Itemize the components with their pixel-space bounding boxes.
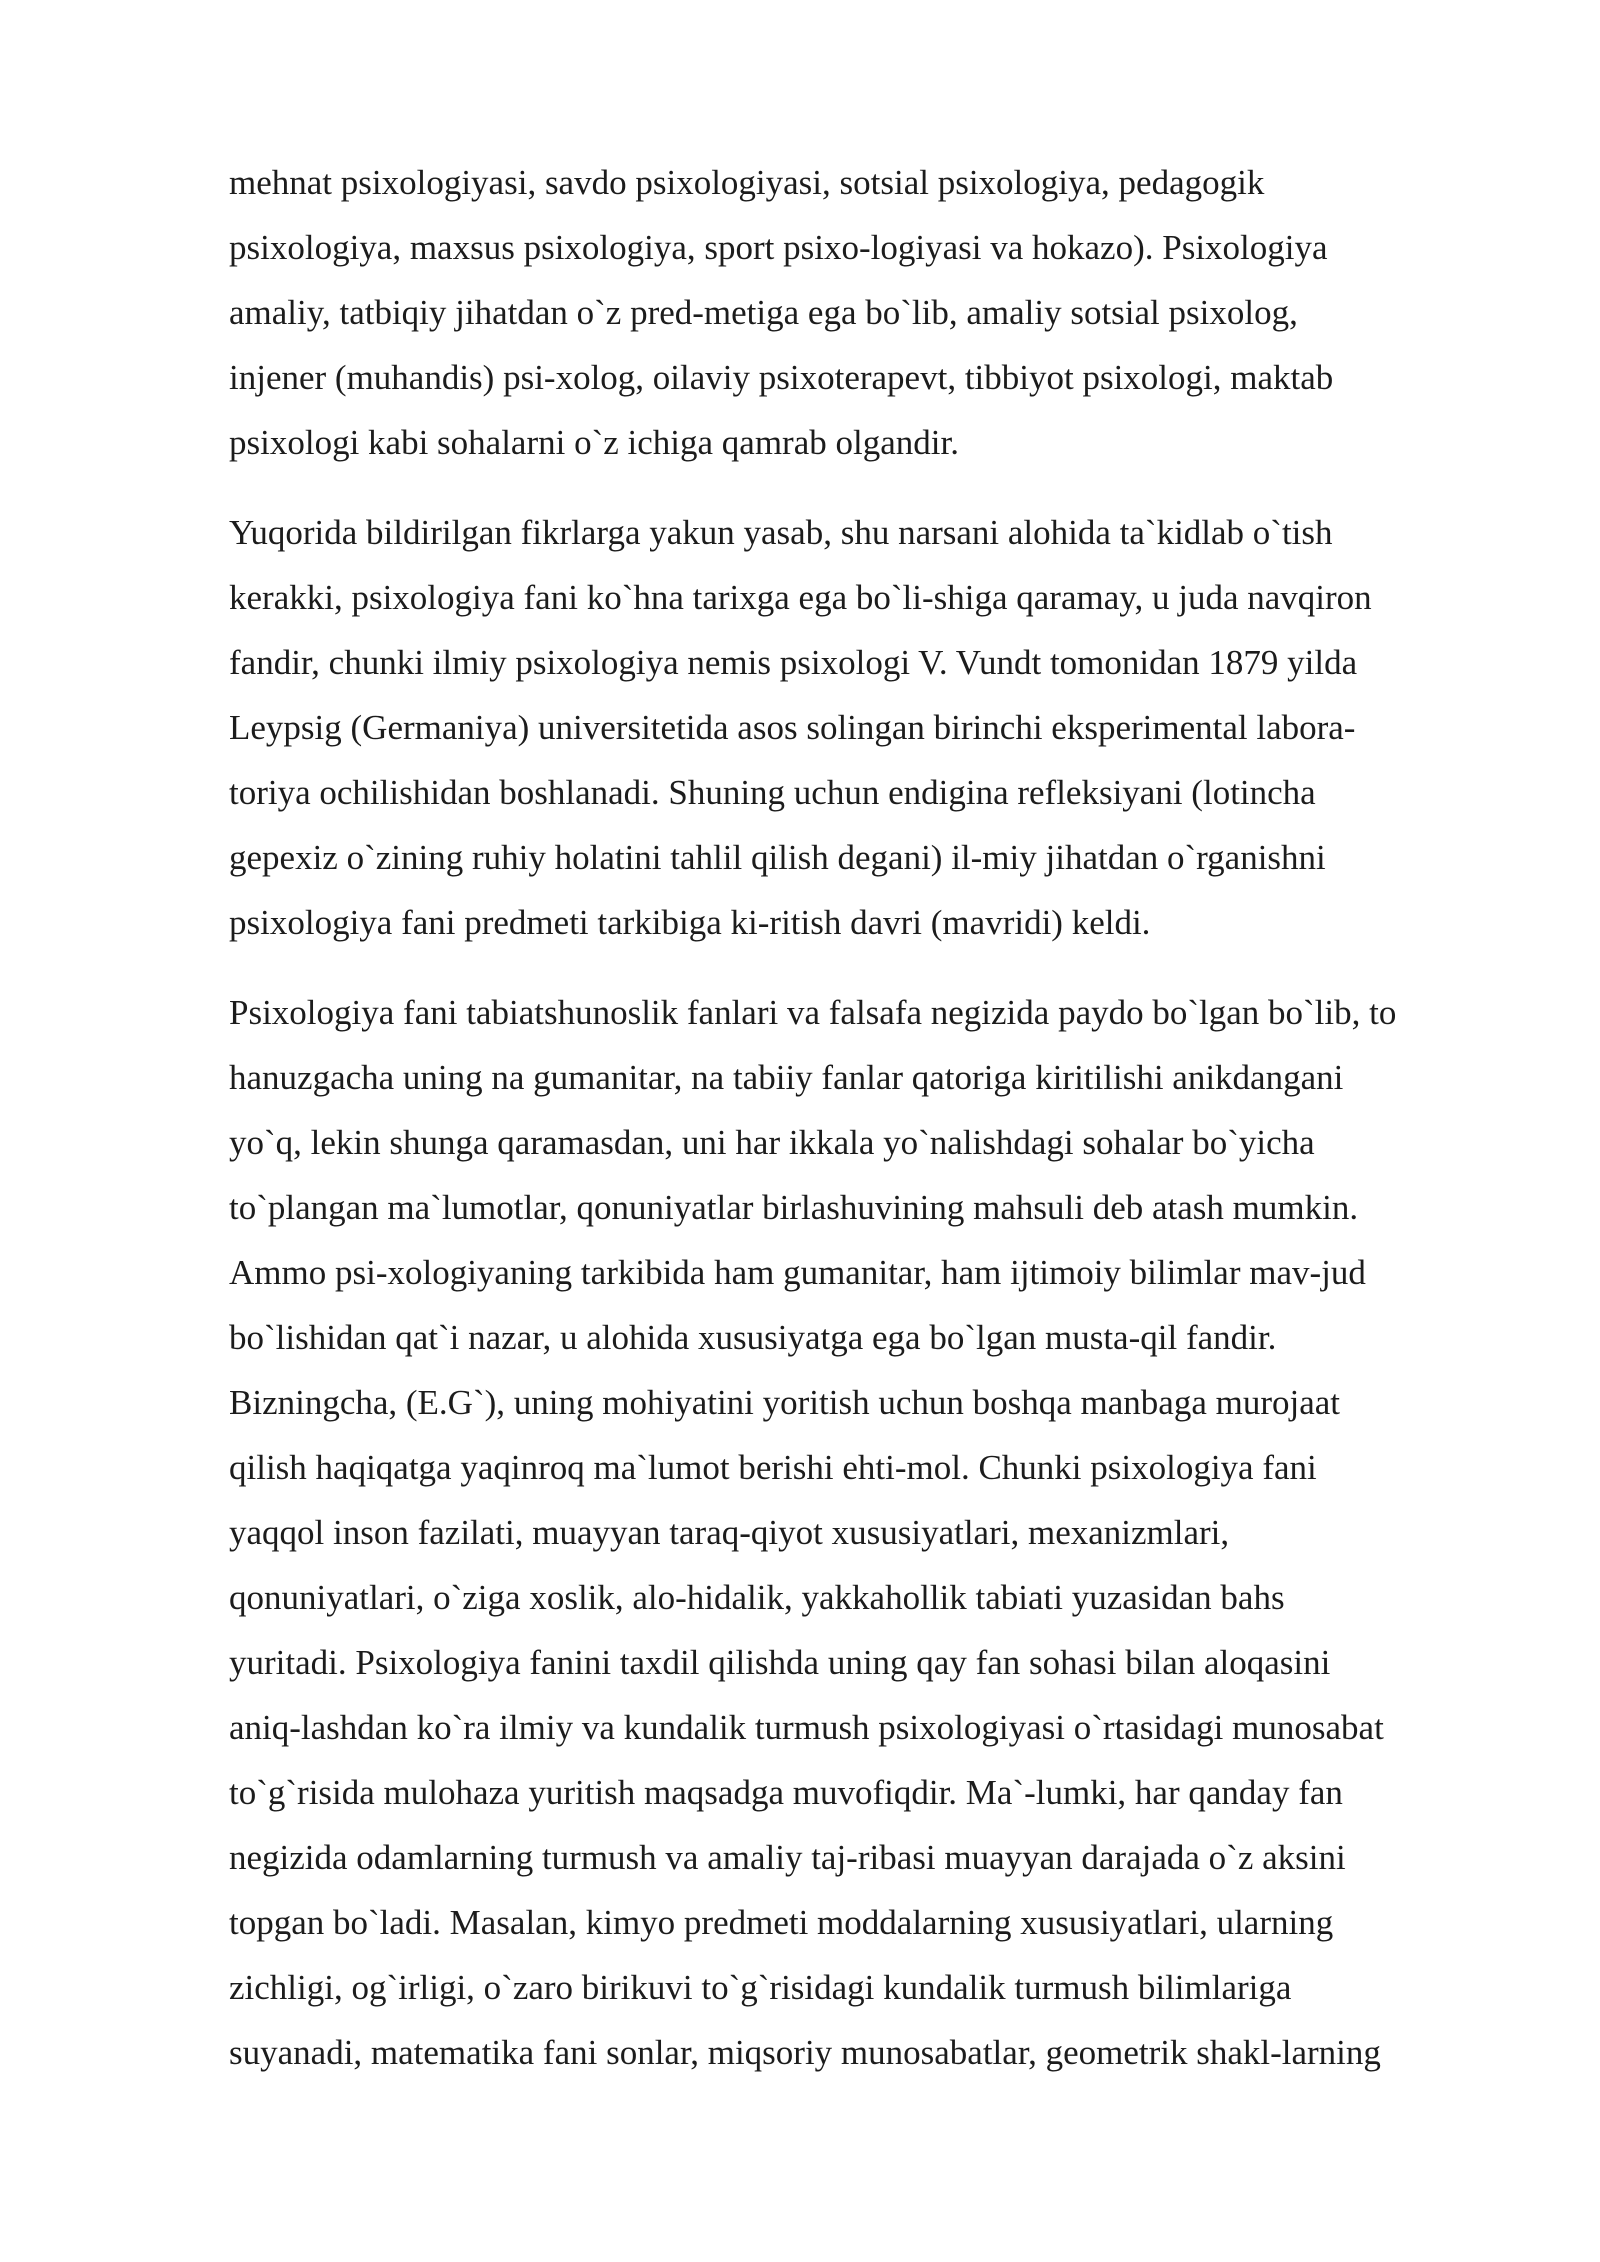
text-line: zichligi, og`irligi, o`zaro birikuvi to`g`risidagi kundalik turmush bilimlariga [229, 1968, 1292, 2007]
text-line: psixologiya, maxsus psixologiya, sport psixo-logiyasi va hokazo). Psixologiya [229, 228, 1328, 267]
text-line: Yuqorida bildirilgan fikrlarga yakun yasab, shu narsani alohida ta`kidlab o`tish [229, 513, 1333, 552]
text-line: psixologiya fani predmeti tarkibiga ki-ritish davri (mavridi) keldi. [229, 903, 1151, 942]
text-line: suyanadi, matematika fani sonlar, miqsoriy munosabatlar, geometrik shakl-larning [229, 2033, 1381, 2072]
text-line: injener (muhandis) psi-xolog, oilaviy psixoterapevt, tibbiyot psixologi, maktab [229, 358, 1334, 397]
text-line: toriya ochilishidan boshlanadi. Shuning uchun endigina refleksiyani (lotincha [229, 773, 1316, 812]
text-line: topgan bo`ladi. Masalan, kimyo predmeti moddalarning xususiyatlari, ularning [229, 1903, 1334, 1942]
text-line: gepexiz o`zining ruhiy holatini tahlil qilish degani) il-miy jihatdan o`rganishni [229, 838, 1326, 877]
text-line: psixologi kabi sohalarni o`z ichiga qamrab olgandir. [229, 423, 959, 462]
text-line: Ammo psi-xologiyaning tarkibida ham gumanitar, ham ijtimoiy bilimlar mav-jud [229, 1253, 1366, 1292]
text-line: qilish haqiqatga yaqinroq ma`lumot berishi ehti-mol. Chunki psixologiya fani [229, 1448, 1317, 1487]
text-line: kerakki, psixologiya fani ko`hna tarixga ega bo`li-shiga qaramay, u juda navqiron [229, 578, 1372, 617]
paragraph-3 [229, 980, 1529, 2085]
text-line: to`plangan ma`lumotlar, qonuniyatlar birlashuvining mahsuli deb atash mumkin. [229, 1188, 1359, 1227]
text-line: hanuzgacha uning na gumanitar, na tabiiy fanlar qatoriga kiritilishi anikdangani [229, 1058, 1344, 1097]
text-line: negizida odamlarning turmush va amaliy taj-ribasi muayyan darajada o`z aksini [229, 1838, 1346, 1877]
paragraph-1 [229, 150, 1529, 475]
text-line: yaqqol inson fazilati, muayyan taraq-qiyot xususiyatlari, mexanizmlari, [229, 1513, 1230, 1552]
text-line: aniq-lashdan ko`ra ilmiy va kundalik turmush psixologiyasi o`rtasidagi munosabat [229, 1708, 1384, 1747]
text-line: Psixologiya fani tabiatshunoslik fanlari va falsafa negizida paydo bo`lgan bo`lib, to [229, 993, 1397, 1032]
paragraph-2 [229, 500, 1529, 955]
text-line: to`g`risida mulohaza yuritish maqsadga muvofiqdir. Ma`-lumki, har qanday fan [229, 1773, 1343, 1812]
text-line: qonuniyatlari, o`ziga xoslik, alo-hidalik, yakkahollik tabiati yuzasidan bahs [229, 1578, 1285, 1617]
text-line: Leypsig (Germaniya) universitetida asos solingan birinchi eksperimental labora- [229, 708, 1356, 747]
text-line: bo`lishidan qat`i nazar, u alohida xususiyatga ega bo`lgan musta-qil fandir. [229, 1318, 1277, 1357]
text-line: amaliy, tatbiqiy jihatdan o`z pred-metiga ega bo`lib, amaliy sotsial psixolog, [229, 293, 1298, 332]
text-line: yo`q, lekin shunga qaramasdan, uni har ikkala yo`nalishdagi sohalar bo`yicha [229, 1123, 1315, 1162]
text-line: yuritadi. Psixologiya fanini taxdil qilishda uning qay fan sohasi bilan aloqasini [229, 1643, 1331, 1682]
text-line: mehnat psixologiyasi, savdo psixologiyasi, sotsial psixologiya, pedagogik [229, 163, 1265, 202]
text-line: Bizningcha, (E.G`), uning mohiyatini yoritish uchun boshqa manbaga murojaat [229, 1383, 1341, 1422]
document-body [229, 150, 1529, 2085]
text-line: fandir, chunki ilmiy psixologiya nemis psixologi V. Vundt tomonidan 1879 yilda [229, 643, 1358, 682]
